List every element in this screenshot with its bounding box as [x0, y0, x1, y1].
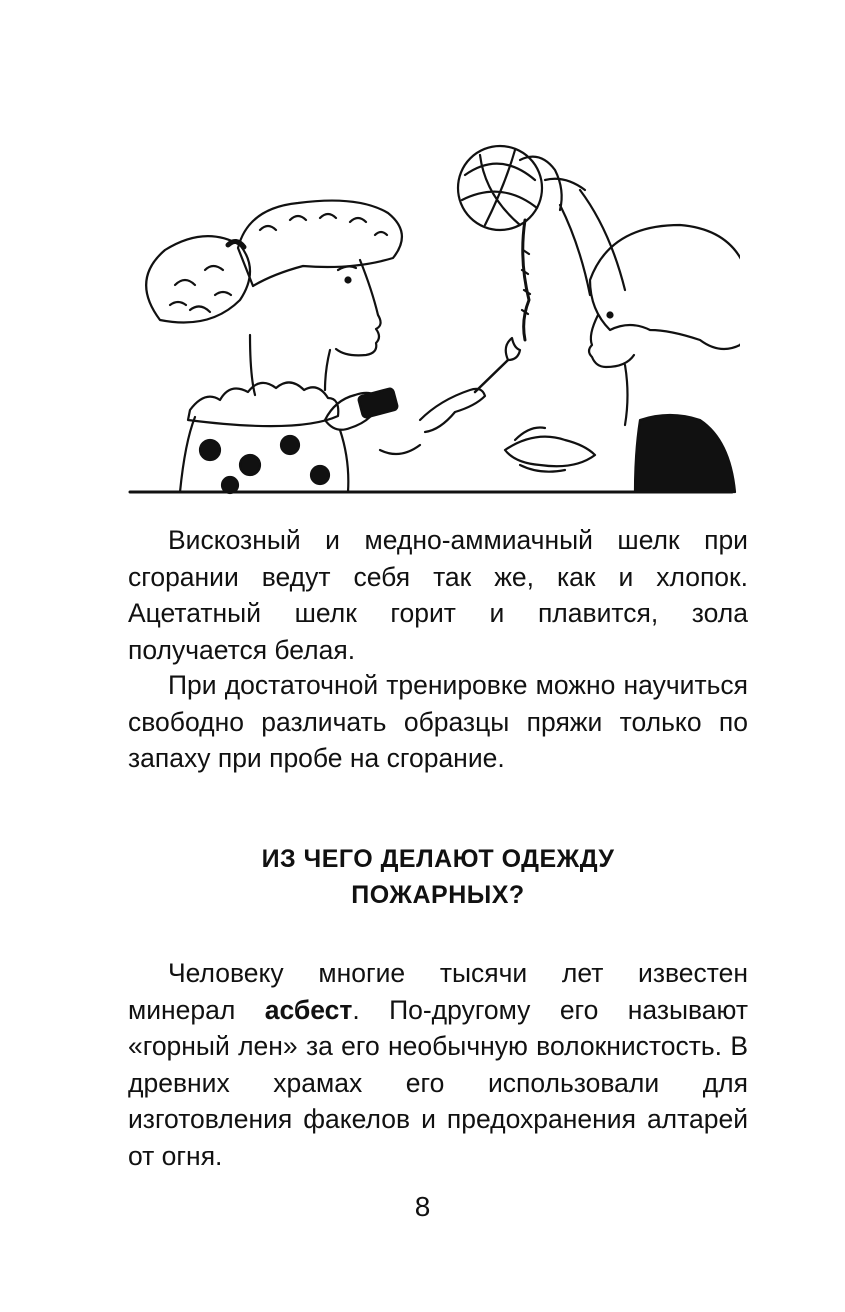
paragraph-text: Вискозный и медно-аммиачный шелк при сгорании ведут себя так же, как и хлопок. Ацетатный шелк горит и плавится, зола получается белая. — [128, 525, 748, 665]
illustration-girls-burning-test — [120, 120, 740, 500]
section-heading — [128, 841, 748, 913]
heading-line-2: ПОЖАРНЫХ? — [351, 881, 525, 909]
paragraph-text — [128, 955, 748, 1174]
paragraph-yarn-smell — [128, 667, 748, 777]
heading-line-1: ИЗ ЧЕГО ДЕЛАЮТ ОДЕЖДУ — [261, 845, 615, 873]
paragraph-asbestos — [128, 955, 748, 1174]
paragraph-text-end: . По-другому его называют «горный лен» за его необычную волокнистость. В древних храмах его использовали для изготовления факелов и предохранения алтарей от огня. — [128, 994, 748, 1171]
highlighted-term: асбест — [264, 994, 353, 1025]
paragraph-silk-burning — [128, 522, 748, 668]
page-number: 8 — [414, 1191, 431, 1222]
paragraph-text-start: Человеку многие тысячи лет известен минерал — [128, 958, 748, 1025]
paragraph-text: При достаточной тренировке можно научиться свободно различать образцы пряжи только по запаху при пробе на сгорание. — [128, 670, 748, 773]
illustration-drawing — [120, 120, 740, 500]
